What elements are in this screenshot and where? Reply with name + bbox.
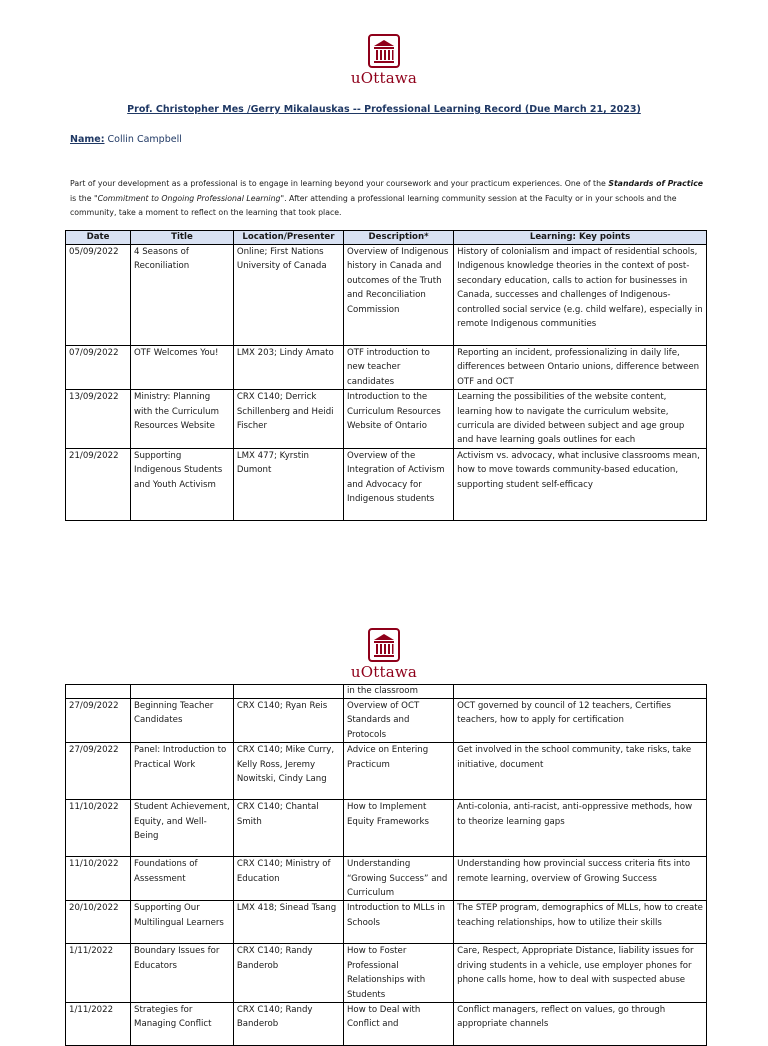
cell-location: LMX 418; Sinead Tsang bbox=[233, 901, 343, 944]
cell-title: 4 Seasons of Reconiliation bbox=[131, 245, 234, 346]
cell-date: 27/09/2022 bbox=[66, 743, 131, 800]
cell-title bbox=[131, 685, 234, 699]
table-row bbox=[66, 800, 707, 857]
cell-date: 11/10/2022 bbox=[66, 800, 131, 857]
cell-description: Understanding “Growing Success” and Curriculum bbox=[343, 857, 453, 901]
page-title: Prof. Christopher Mes /Gerry Mikalauskas -- Professional Learning Record (Due March 21, 2023) bbox=[127, 104, 641, 115]
cell-location: CRX C140; Chantal Smith bbox=[233, 800, 343, 857]
table-row bbox=[66, 1003, 707, 1046]
cell-title: OTF Welcomes You! bbox=[131, 346, 234, 390]
cell-description: Overview of the Integration of Activism and Advocacy for Indigenous students bbox=[343, 448, 453, 520]
cell-location: Online; First Nations University of Canada bbox=[233, 245, 343, 346]
intro-text-2: is the " bbox=[70, 193, 98, 203]
cell-date bbox=[66, 685, 131, 699]
cell-key-points: Conflict managers, reflect on values, go through appropriate channels bbox=[454, 1003, 707, 1046]
cell-description: in the classroom bbox=[343, 685, 453, 699]
cell-key-points: The STEP program, demographics of MLLs, how to create teaching relationships, how to utilize their skills bbox=[454, 901, 707, 944]
table-row bbox=[66, 346, 707, 390]
table-row bbox=[66, 743, 707, 800]
cell-key-points: Activism vs. advocacy, what inclusive classrooms mean, how to move towards community-based education, supporting student self-efficacy bbox=[454, 448, 707, 520]
cell-title: Strategies for Managing Conflict bbox=[131, 1003, 234, 1046]
cell-title: Student Achievement, Equity, and Well-Being bbox=[131, 800, 234, 857]
header-title: Title bbox=[131, 231, 234, 245]
table-row bbox=[66, 245, 707, 346]
cell-date: 1/11/2022 bbox=[66, 944, 131, 1003]
document-page-2 bbox=[0, 600, 768, 1030]
cell-date: 20/10/2022 bbox=[66, 901, 131, 944]
cell-date: 21/09/2022 bbox=[66, 448, 131, 520]
intro-text-3: ". After attending a professional learning community session at the Faculty or in your schools and the community, take a moment to reflect on the learning that took place. bbox=[70, 193, 677, 217]
name-line bbox=[70, 134, 182, 145]
table-row bbox=[66, 448, 707, 520]
cell-title: Beginning Teacher Candidates bbox=[131, 699, 234, 743]
cell-location: CRX C140; Mike Curry, Kelly Ross, Jeremy Nowitski, Cindy Lang bbox=[233, 743, 343, 800]
name-label: Name: bbox=[70, 134, 105, 145]
building-columns-icon bbox=[368, 34, 400, 68]
table-header-row bbox=[66, 231, 707, 245]
learning-record-table bbox=[65, 230, 707, 521]
cell-description: Advice on Entering Practicum bbox=[343, 743, 453, 800]
uottawa-wordmark: uOttawa bbox=[350, 69, 418, 87]
cell-title: Foundations of Assessment bbox=[131, 857, 234, 901]
table-row bbox=[66, 944, 707, 1003]
cell-date: 13/09/2022 bbox=[66, 390, 131, 449]
header-description: Description* bbox=[343, 231, 453, 245]
cell-date: 11/10/2022 bbox=[66, 857, 131, 901]
cell-description: Introduction to the Curriculum Resources Website of Ontario bbox=[343, 390, 453, 449]
uottawa-logo bbox=[336, 34, 432, 87]
uottawa-wordmark: uOttawa bbox=[350, 663, 418, 681]
intro-commitment: Commitment to Ongoing Professional Learning bbox=[97, 193, 281, 203]
cell-description: Overview of OCT Standards and Protocols bbox=[343, 699, 453, 743]
table-row-continuation bbox=[66, 685, 707, 699]
cell-date: 27/09/2022 bbox=[66, 699, 131, 743]
table-row bbox=[66, 857, 707, 901]
table-row bbox=[66, 901, 707, 944]
cell-key-points: OCT governed by council of 12 teachers, Certifies teachers, how to apply for certification bbox=[454, 699, 707, 743]
header-key-points: Learning: Key points bbox=[454, 231, 707, 245]
cell-key-points: Reporting an incident, professionalizing in daily life, differences between Ontario unions, difference between OTF and OCT bbox=[454, 346, 707, 390]
cell-title: Panel: Introduction to Practical Work bbox=[131, 743, 234, 800]
header-date: Date bbox=[66, 231, 131, 245]
cell-description: How to Implement Equity Frameworks bbox=[343, 800, 453, 857]
cell-location: CRX C140; Randy Banderob bbox=[233, 944, 343, 1003]
cell-title: Supporting Indigenous Students and Youth Activism bbox=[131, 448, 234, 520]
cell-description: OTF introduction to new teacher candidates bbox=[343, 346, 453, 390]
cell-key-points: History of colonialism and impact of residential schools, Indigenous knowledge theories in the context of post-secondary education, calls to action for businesses in Canada, successes and challenges of Indigenous-controlled social service (e.g. child welfare), especially in remote Indigenous communities bbox=[454, 245, 707, 346]
cell-location: CRX C140; Randy Banderob bbox=[233, 1003, 343, 1046]
cell-date: 05/09/2022 bbox=[66, 245, 131, 346]
cell-title: Boundary Issues for Educators bbox=[131, 944, 234, 1003]
cell-location bbox=[233, 685, 343, 699]
intro-paragraph bbox=[70, 177, 710, 221]
cell-date: 1/11/2022 bbox=[66, 1003, 131, 1046]
cell-location: LMX 203; Lindy Amato bbox=[233, 346, 343, 390]
cell-description: How to Deal with Conflict and bbox=[343, 1003, 453, 1046]
cell-location: CRX C140; Ryan Reis bbox=[233, 699, 343, 743]
cell-key-points: Care, Respect, Appropriate Distance, liability issues for driving students in a vehicle, use employer phones for phone calls home, how to deal with suspected abuse bbox=[454, 944, 707, 1003]
cell-location: CRX C140; Ministry of Education bbox=[233, 857, 343, 901]
building-columns-icon bbox=[368, 628, 400, 662]
uottawa-logo bbox=[336, 628, 432, 681]
learning-record-table-continued bbox=[65, 684, 707, 1046]
cell-description: Introduction to MLLs in Schools bbox=[343, 901, 453, 944]
cell-description: Overview of Indigenous history in Canada and outcomes of the Truth and Reconciliation Commission bbox=[343, 245, 453, 346]
intro-text-1: Part of your development as a professional is to engage in learning beyond your coursework and your practicum experiences. One of the bbox=[70, 179, 609, 188]
cell-key-points: Anti-colonia, anti-racist, anti-oppressive methods, how to theorize learning gaps bbox=[454, 800, 707, 857]
cell-key-points: Understanding how provincial success criteria fits into remote learning, overview of Growing Success bbox=[454, 857, 707, 901]
header-location: Location/Presenter bbox=[233, 231, 343, 245]
cell-location: CRX C140; Derrick Schillenberg and Heidi Fischer bbox=[233, 390, 343, 449]
cell-key-points: Get involved in the school community, take risks, take initiative, document bbox=[454, 743, 707, 800]
cell-title: Ministry: Planning with the Curriculum Resources Website bbox=[131, 390, 234, 449]
cell-description: How to Foster Professional Relationships with Students bbox=[343, 944, 453, 1003]
table-row bbox=[66, 699, 707, 743]
table-row bbox=[66, 390, 707, 449]
cell-key-points: Learning the possibilities of the website content, learning how to navigate the curriculum website, curricula are divided between subject and age group and have learning goals outlines for each bbox=[454, 390, 707, 449]
cell-title: Supporting Our Multilingual Learners bbox=[131, 901, 234, 944]
cell-date: 07/09/2022 bbox=[66, 346, 131, 390]
intro-standards: Standards of Practice bbox=[608, 179, 704, 188]
cell-location: LMX 477; Kyrstin Dumont bbox=[233, 448, 343, 520]
cell-key-points bbox=[454, 685, 707, 699]
name-value: Collin Campbell bbox=[107, 134, 182, 145]
